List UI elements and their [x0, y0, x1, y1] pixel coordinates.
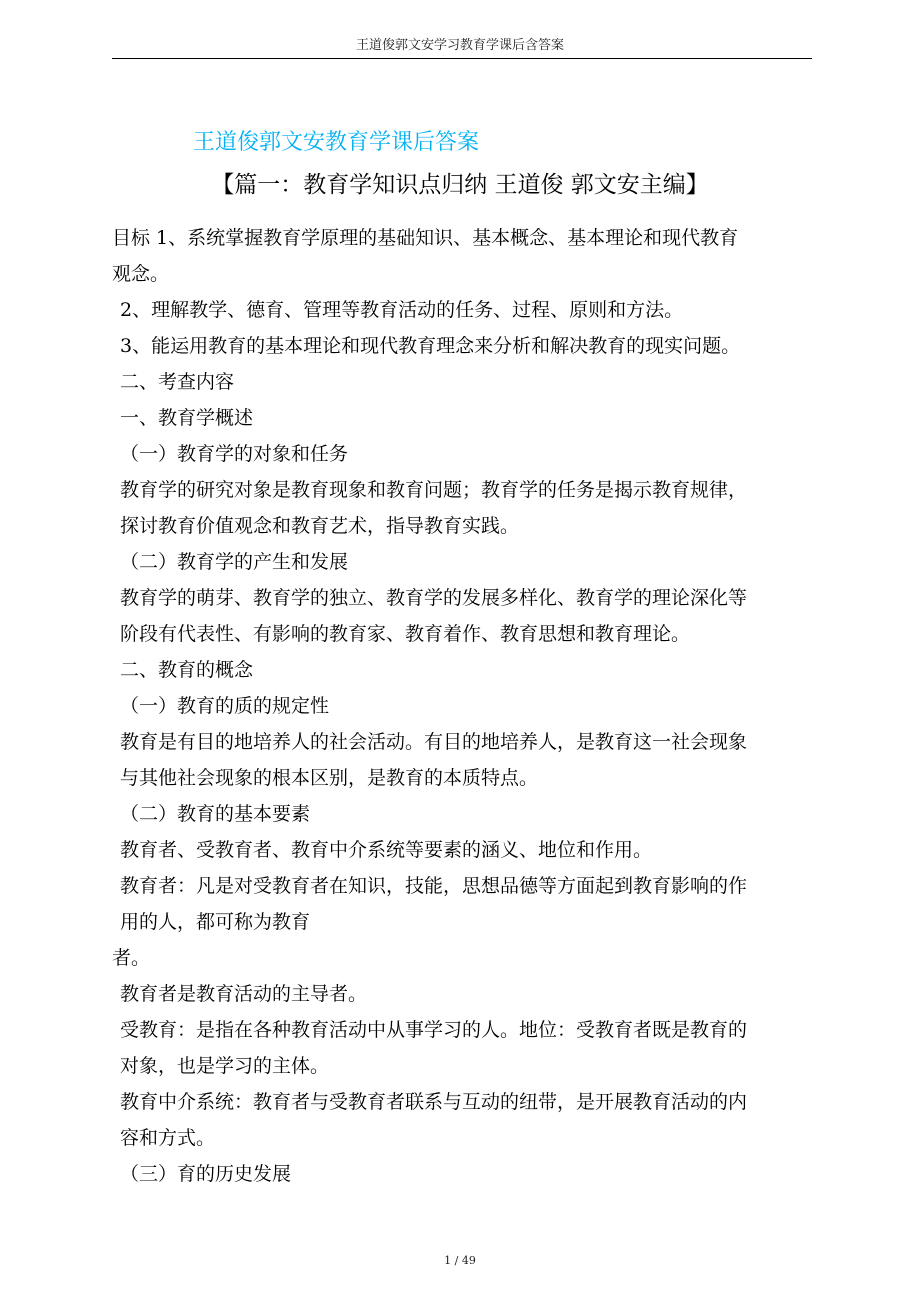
heading-overview: 一、教育学概述 [120, 407, 254, 429]
subheading-qualitative-definition: （一）教育的质的规定性 [120, 695, 330, 717]
paragraph-goal-3: 3、能运用教育的基本理论和现代教育理念来分析和解决教育的现实问题。 [120, 335, 741, 357]
paragraph-basic-elements: 教育者、受教育者、教育中介系统等要素的涵义、地位和作用。 [120, 839, 653, 861]
paragraph-educator-role: 教育者是教育活动的主导者。 [120, 983, 368, 1005]
page-number: 1 / 49 [444, 1254, 476, 1267]
paragraph-origin-development: 教育学的萌芽、教育学的独立、教育学的发展多样化、教育学的理论深化等阶段有代表性、有影响的教育家、教育着作、教育思想和教育理论。 [120, 587, 748, 645]
document-body [112, 220, 752, 1192]
header-divider [112, 58, 812, 59]
section-heading: 【篇一：教育学知识点归纳 王道俊 郭文安主编】 [211, 172, 709, 198]
subheading-object-task: （一）教育学的对象和任务 [120, 443, 349, 465]
heading-education-concept: 二、教育的概念 [120, 659, 254, 681]
paragraph-goal-1: 目标 1、系统掌握教育学原理的基础知识、基本概念、基本理论和现代教育观念。 [112, 227, 739, 285]
subheading-basic-elements: （二）教育的基本要素 [120, 803, 311, 825]
heading-exam-content: 二、考查内容 [120, 371, 235, 393]
paragraph-goal-2: 2、理解教学、德育、管理等教育活动的任务、过程、原则和方法。 [120, 299, 684, 321]
paragraph-qualitative-definition: 教育是有目的地培养人的社会活动。有目的地培养人，是教育这一社会现象与其他社会现象的根本区别，是教育的本质特点。 [120, 731, 748, 789]
paragraph-object-task: 教育学的研究对象是教育现象和教育问题；教育学的任务是揭示教育规律，探讨教育价值观念和教育艺术，指导教育实践。 [120, 479, 748, 537]
paragraph-educator-definition: 教育者：凡是对受教育者在知识，技能，思想品德等方面起到教育影响的作用的人，都可称为教育 [120, 875, 748, 933]
paragraph-learner-definition: 受教育：是指在各种教育活动中从事学习的人。地位：受教育者既是教育的对象，也是学习的主体。 [120, 1019, 748, 1077]
running-header: 王道俊郭文安学习教育学课后含答案 [355, 38, 564, 53]
document-title: 王道俊郭文安教育学课后答案 [193, 130, 480, 155]
subheading-origin-development: （二）教育学的产生和发展 [120, 551, 349, 573]
paragraph-intermediary-system: 教育中介系统：教育者与受教育者联系与互动的纽带，是开展教育活动的内容和方式。 [120, 1091, 748, 1149]
paragraph-educator-continued: 者。 [112, 947, 151, 969]
subheading-historical-development: （三）育的历史发展 [120, 1163, 292, 1185]
